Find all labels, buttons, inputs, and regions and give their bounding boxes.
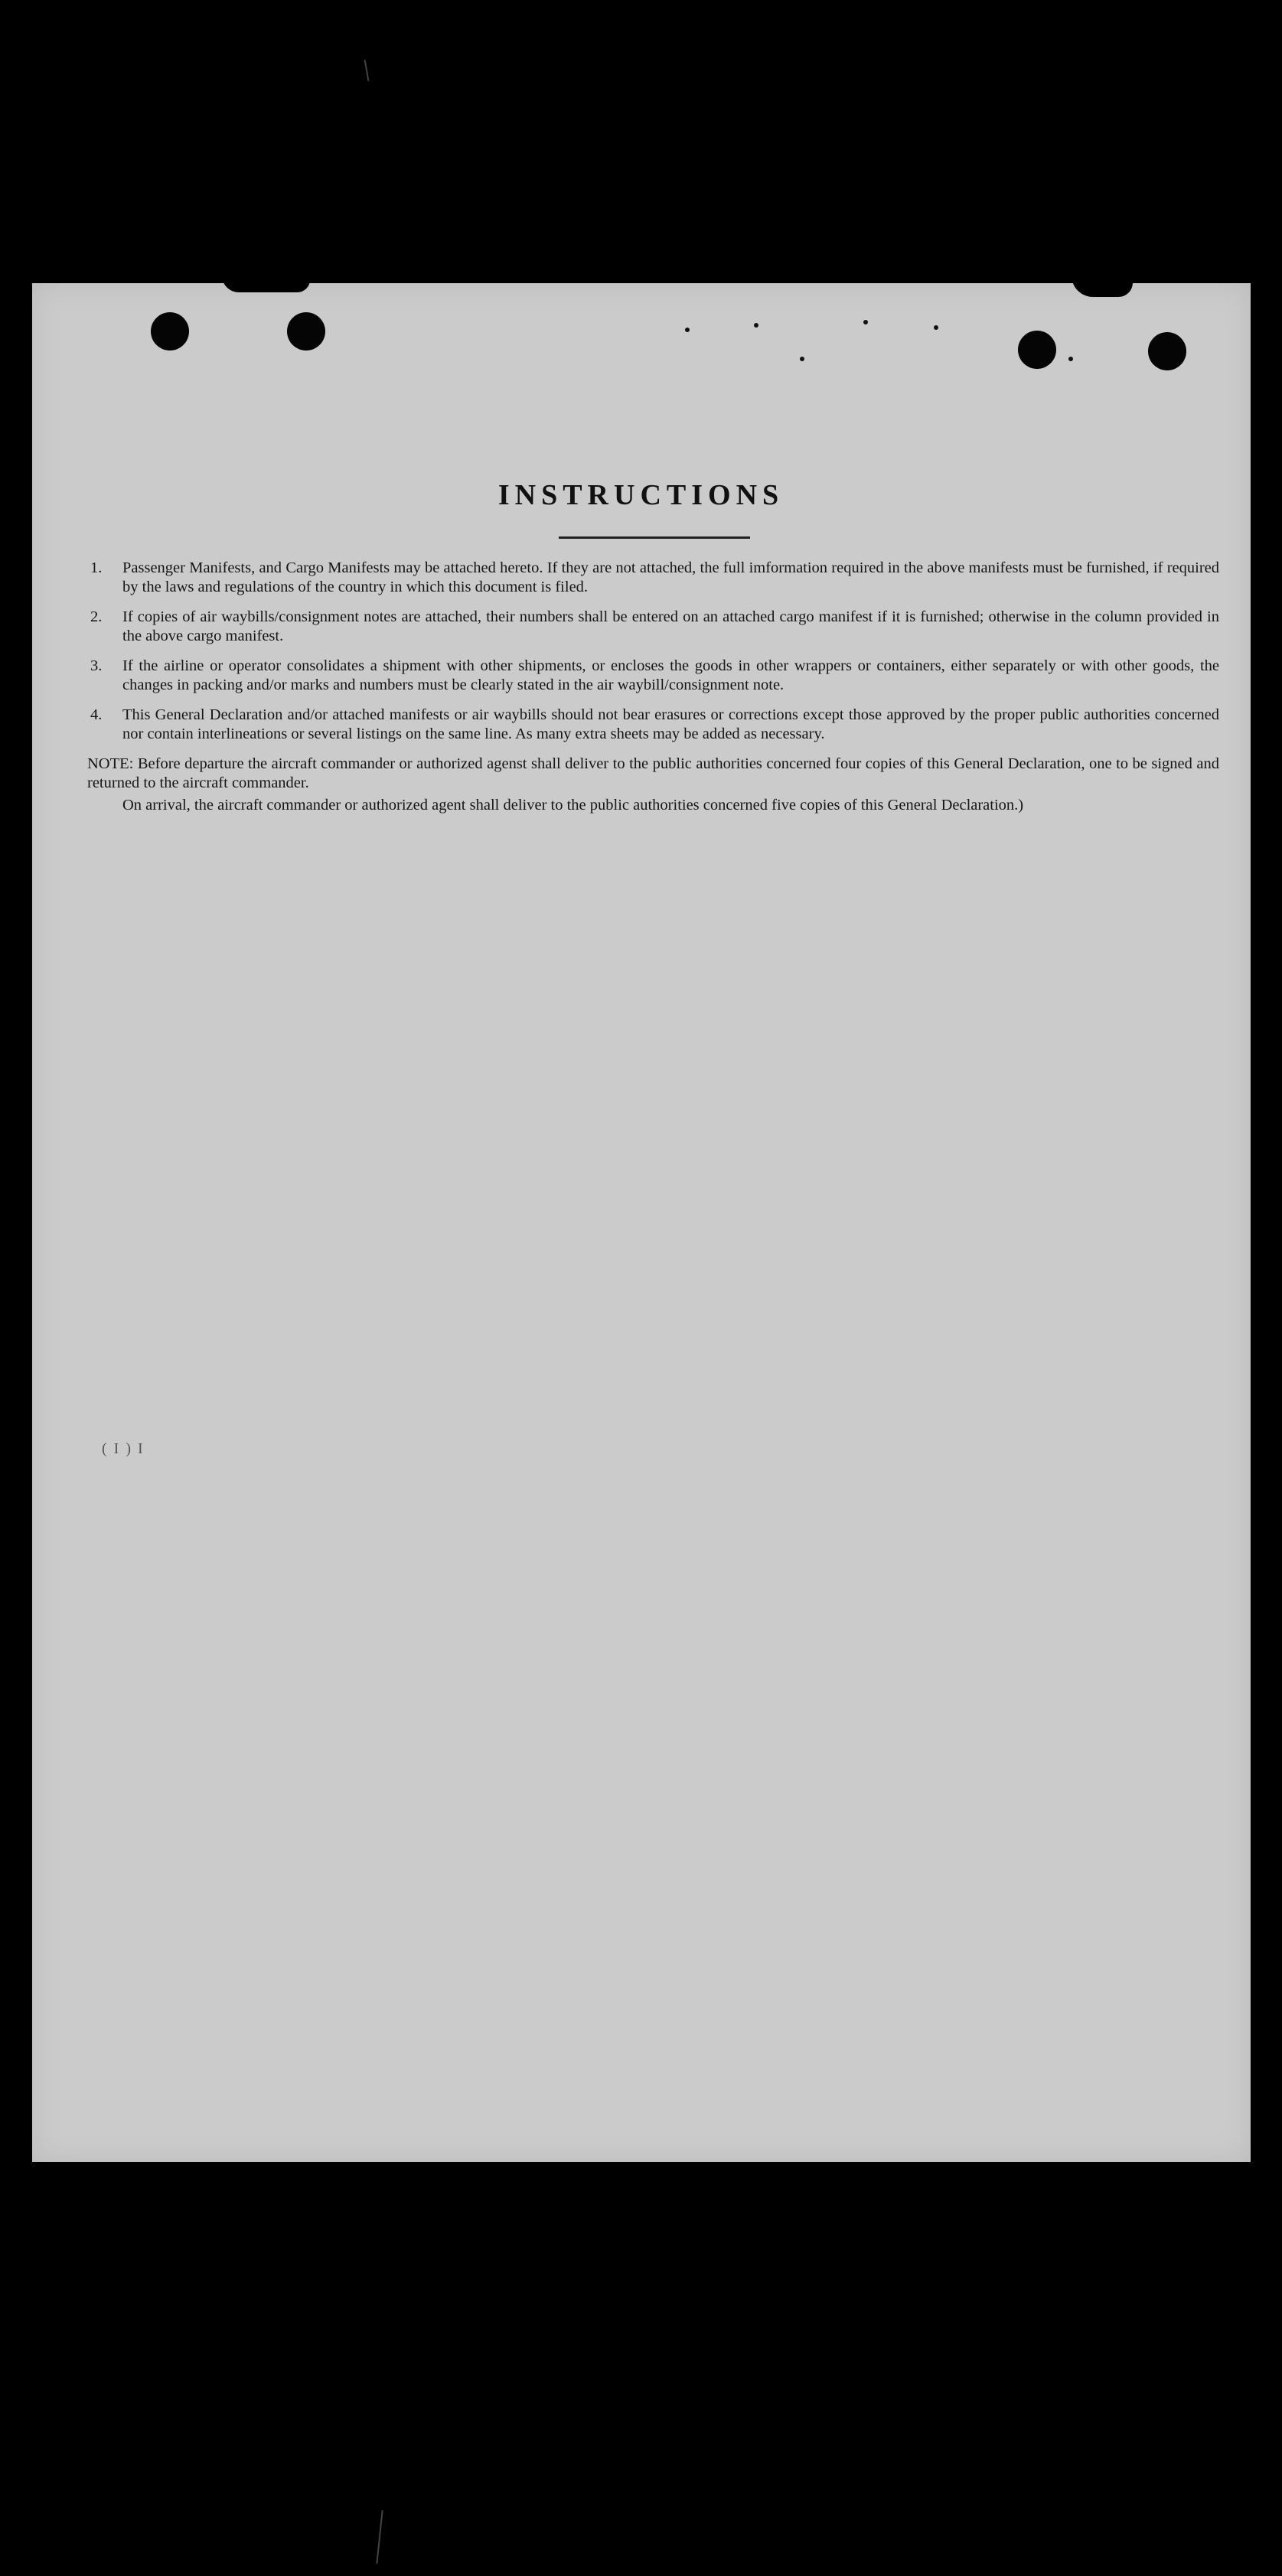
item-number: 4.: [90, 706, 103, 723]
instruction-item: [90, 559, 1219, 597]
speck: [800, 357, 804, 361]
instruction-item: [90, 657, 1219, 695]
item-number: 2.: [90, 608, 103, 625]
note-paragraph-1: [87, 755, 1219, 793]
item-text: This General Declaration and/or attached manifests or air waybills should not bear erasures or corrections except those approved by the proper public authorities concerned nor contain interlineations or several listings on the same line. As many extra sheets may be added as necessary.: [122, 706, 1219, 742]
instruction-item: [90, 608, 1219, 646]
title-underline: [559, 536, 750, 539]
note-paragraph-2: On arrival, the aircraft commander or authorized agent shall deliver to the public authorities concerned five copies of this General Declaration.): [122, 797, 1024, 814]
speck: [685, 328, 690, 332]
speck: [754, 323, 758, 328]
paper-tear: [222, 276, 310, 292]
note-block: [87, 755, 1220, 815]
item-text: If the airline or operator consolidates a shipment with other shipments, or encloses the goods in other wrappers or containers, either separately or with other goods, the changes in packing and/or marks and numbers must be clearly stated in the air waybill/consignment note.: [122, 657, 1219, 693]
item-number: 1.: [90, 559, 103, 576]
item-number: 3.: [90, 657, 103, 674]
punch-hole: [1018, 331, 1056, 369]
margin-mark: ( I ) I: [102, 1440, 145, 1457]
speck: [863, 320, 868, 324]
speck: [1068, 357, 1073, 361]
item-text: If copies of air waybills/consignment notes are attached, their numbers shall be entered on an attached cargo manifest if it is furnished; otherwise in the column provided in the above cargo manifest.: [122, 608, 1219, 644]
punch-hole: [287, 312, 325, 351]
note-label: NOTE:: [87, 755, 134, 772]
punch-hole: [1148, 332, 1186, 370]
instruction-item: [90, 706, 1219, 744]
item-text: Passenger Manifests, and Cargo Manifests may be attached hereto. If they are not attached, the full imformation required in the above manifests must be furnished, if required by the laws and regulations of the country in which this document is filed.: [122, 559, 1219, 595]
note-text-1: Before departure the aircraft commander or authorized agenst shall deliver to the public authorities concerned four copies of this General Declaration, one to be signed and returned to the aircraft commander.: [87, 755, 1220, 791]
speck: [934, 325, 938, 330]
page-title: INSTRUCTIONS: [497, 479, 785, 511]
instructions-list: [87, 559, 1220, 815]
punch-hole: [151, 312, 189, 351]
